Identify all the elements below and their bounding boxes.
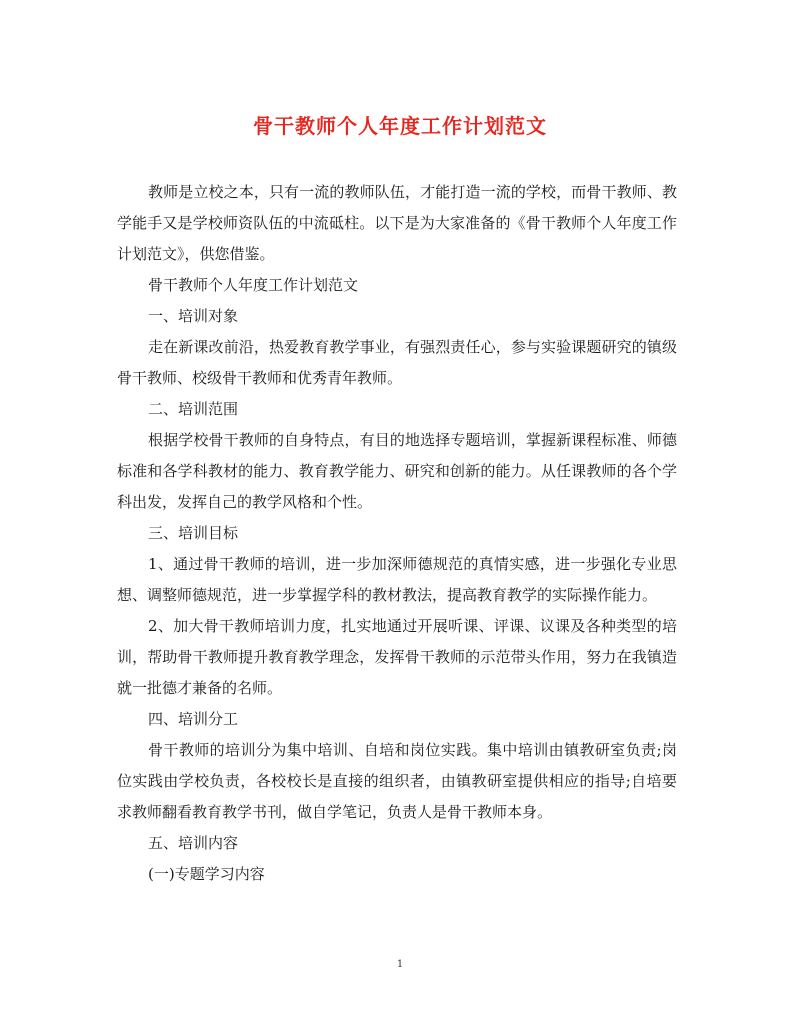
section-heading-training-division: 四、培训分工 [148, 710, 239, 728]
paragraph-training-target: 走在新课改前沿，热爱教育教学事业，有强烈责任心，参与实验课题研究的镇级骨干教师、校级骨干教师和优秀青年教师。 [117, 338, 677, 387]
document-title: 骨干教师个人年度工作计划范文 [253, 114, 547, 138]
section-heading-training-scope: 二、培训范围 [148, 400, 239, 418]
page-number: 1 [396, 959, 404, 970]
paragraph-intro: 教师是立校之本，只有一流的教师队伍，才能打造一流的学校，而骨干教师、教学能手又是学校师资队伍的中流砥柱。以下是为大家准备的《骨干教师个人年度工作计划范文》，供您借鉴。 [117, 183, 677, 263]
paragraph-goal-1: 1、通过骨干教师的培训，进一步加深师德规范的真情实感，进一步强化专业思想、调整师德规范，进一步掌握学科的教材教法，提高教育教学的实际操作能力。 [117, 555, 677, 604]
section-heading-training-target: 一、培训对象 [148, 307, 239, 325]
section-heading-training-content: 五、培训内容 [148, 834, 239, 852]
paragraph-goal-2: 2、加大骨干教师培训力度，扎实地通过开展听课、评课、议课及各种类型的培训，帮助骨干教师提升教育教学理念，发挥骨干教师的示范带头作用，努力在我镇造就一批德才兼备的名师。 [117, 617, 677, 697]
document-body [117, 177, 677, 890]
section-heading-training-goals: 三、培训目标 [148, 524, 239, 542]
paragraph-subtitle: 骨干教师个人年度工作计划范文 [148, 276, 359, 294]
paragraph-training-scope: 根据学校骨干教师的自身特点，有目的地选择专题培训，掌握新课程标准、师德标准和各学科教材的能力、教育教学能力、研究和创新的能力。从任课教师的各个学科出发，发挥自己的教学风格和个性。 [117, 431, 677, 511]
subsection-heading-topic-study: (一)专题学习内容 [148, 865, 265, 883]
paragraph-training-division: 骨干教师的培训分为集中培训、自培和岗位实践。集中培训由镇教研室负责;岗位实践由学校负责，各校校长是直接的组织者，由镇教研室提供相应的指导;自培要求教师翻看教育教学书刊，做自学笔记，负责人是骨干教师本身。 [117, 741, 677, 821]
